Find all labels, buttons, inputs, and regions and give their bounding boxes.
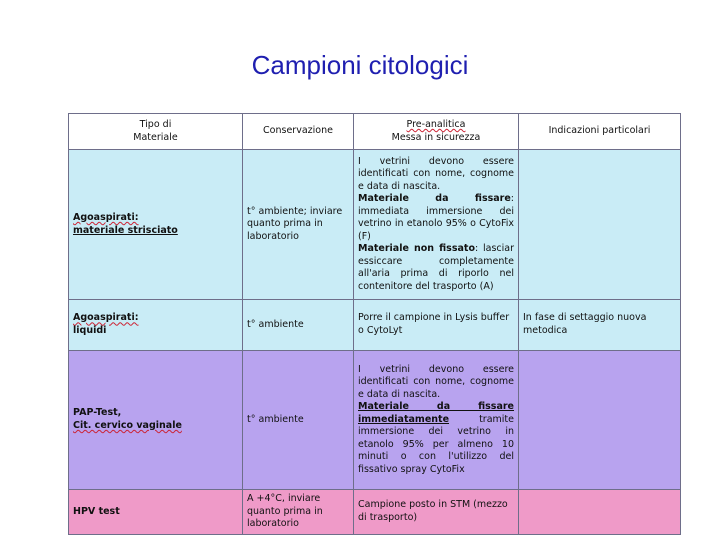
cell-preanalitica: Campione posto in STM (mezzo di trasporto)	[354, 490, 519, 535]
table-row	[69, 300, 681, 351]
cell-conservazione: t° ambiente	[243, 351, 354, 490]
table-row	[69, 490, 681, 535]
cell-indicazioni	[519, 490, 681, 535]
header-conservazione: Conservazione	[243, 114, 354, 150]
cell-materiale: Agoaspirati: materiale strisciato	[69, 150, 243, 300]
slide-title: Campioni citologici	[251, 50, 469, 80]
header-row	[69, 114, 681, 150]
cell-indicazioni	[519, 150, 681, 300]
cell-preanalitica: Porre il campione in Lysis buffer o CytoLyt	[354, 300, 519, 351]
cell-materiale: Agoaspirati: liquidi	[69, 300, 243, 351]
cell-indicazioni: In fase di settaggio nuova metodica	[519, 300, 681, 351]
cell-preanalitica: I vetrini devono essere identificati con nome, cognome e data di nascita. Materiale da fissare immediatamente tramite immersione dei vetrino in etanolo 95% per almeno 10 minuti o con l'utilizzo del fissativo spray CytoFix	[354, 351, 519, 490]
table-row	[69, 351, 681, 490]
cell-conservazione: t° ambiente	[243, 300, 354, 351]
cell-materiale: PAP-Test, Cit. cervico vaginale	[69, 351, 243, 490]
specimen-table	[68, 113, 681, 535]
header-indicazioni: Indicazioni particolari	[519, 114, 681, 150]
cell-conservazione: A +4°C, inviare quanto prima in laboratorio	[243, 490, 354, 535]
cell-preanalitica: I vetrini devono essere identificati con nome, cognome e data di nascita. Materiale da fissare: immediata immersione dei vetrino in etanolo 95% o CytoFix (F) Materiale non fissato: lasciar essiccare completamente all'aria prima di riporlo nel contenitore del trasporto (A)	[354, 150, 519, 300]
header-preanalitica: Pre-analitica Messa in sicurezza	[354, 114, 519, 150]
header-tipo: Tipo di Materiale	[69, 114, 243, 150]
cell-materiale: HPV test	[69, 490, 243, 535]
cell-conservazione: t° ambiente; inviare quanto prima in laboratorio	[243, 150, 354, 300]
cell-indicazioni	[519, 351, 681, 490]
table-row	[69, 150, 681, 300]
